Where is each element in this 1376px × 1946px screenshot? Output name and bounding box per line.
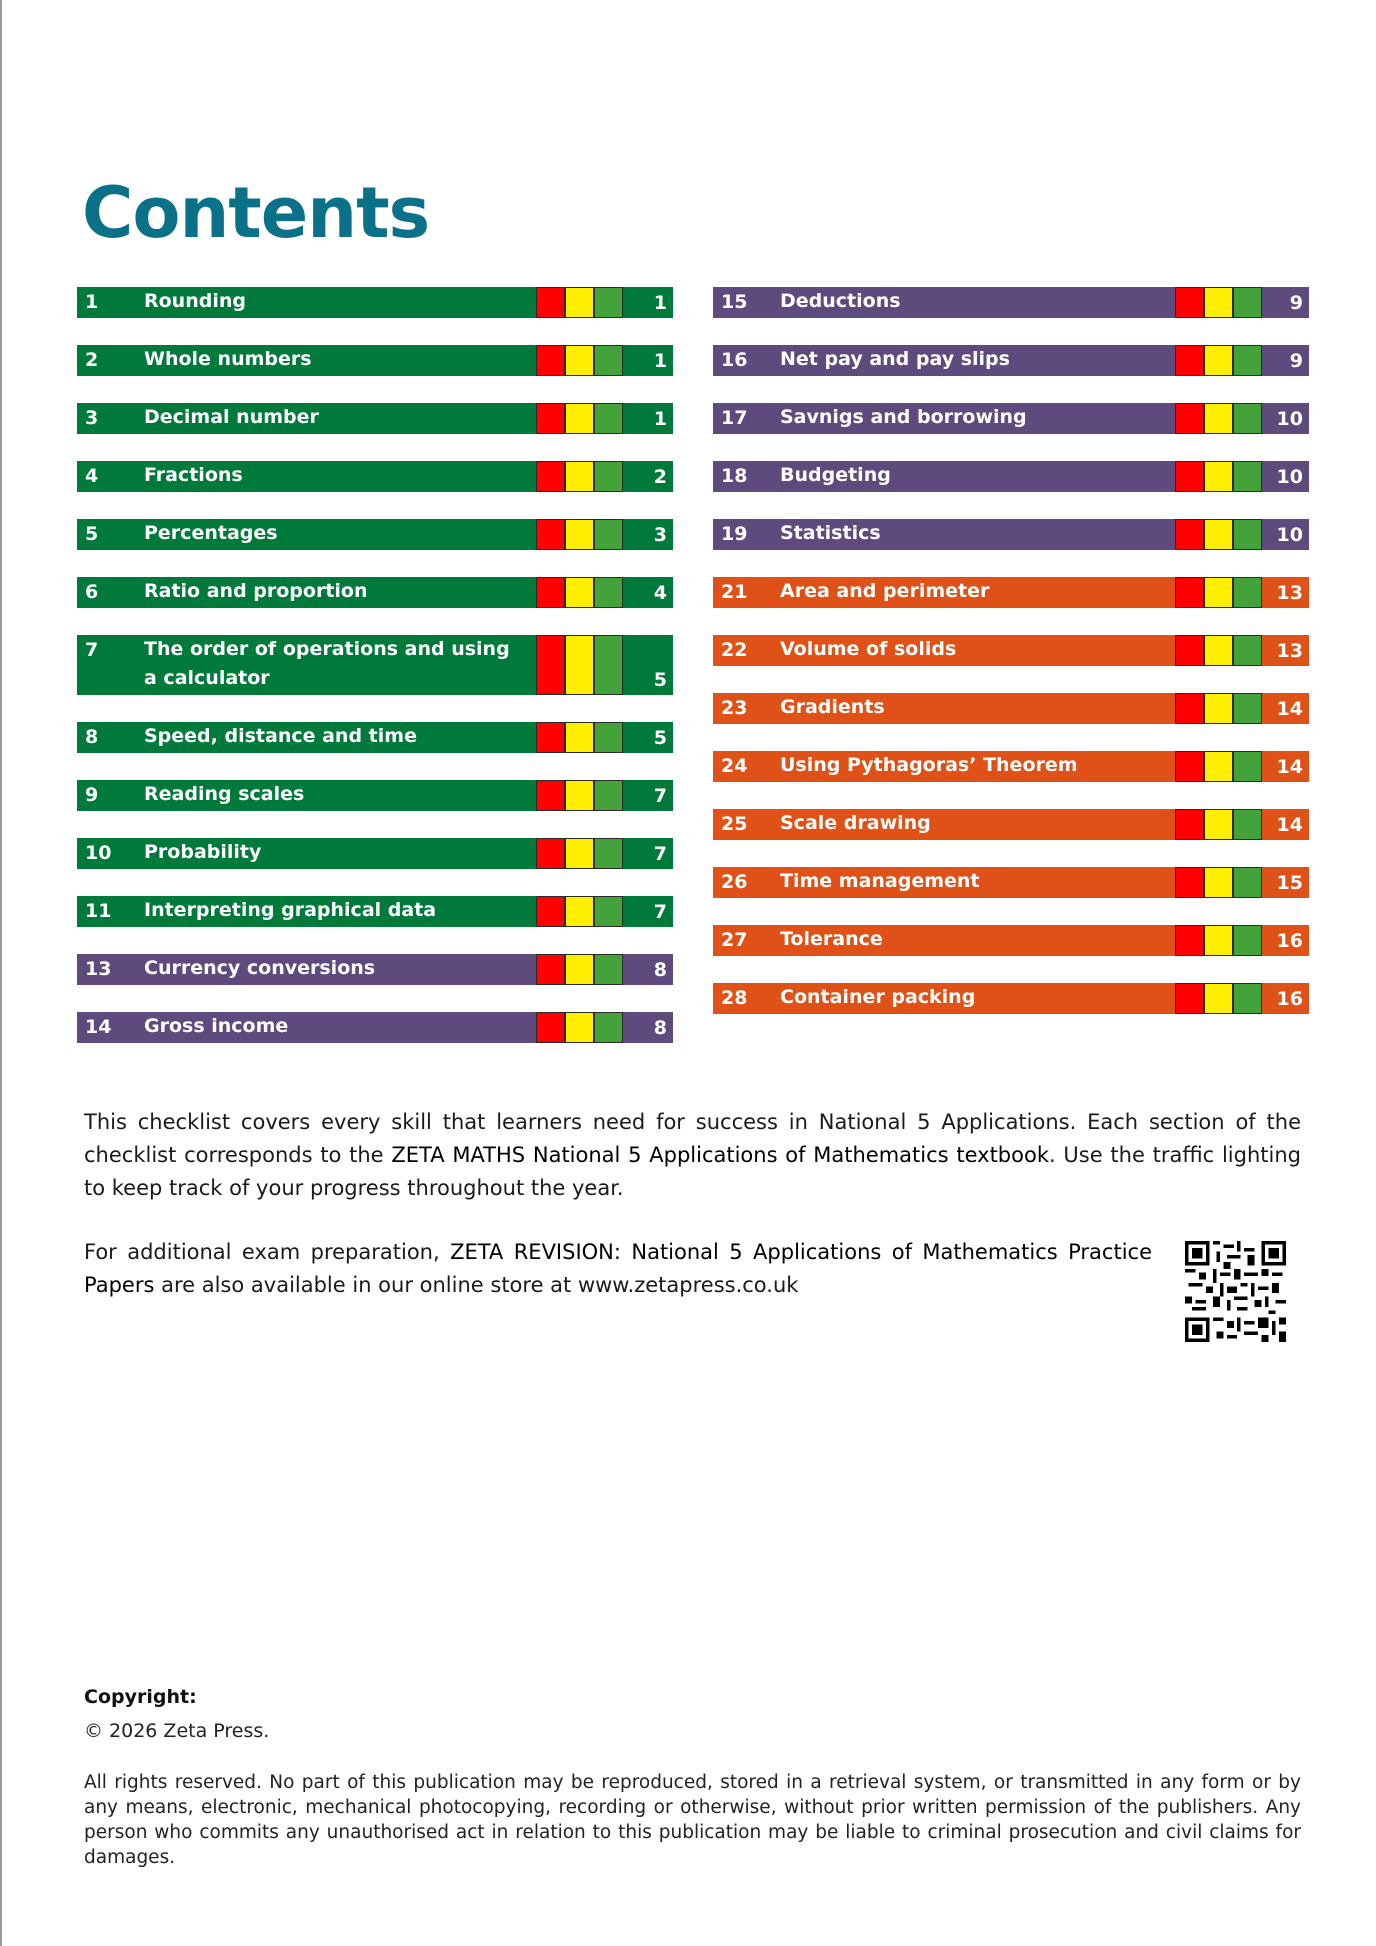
page-number: 15: [1276, 872, 1303, 894]
amber-light[interactable]: [565, 896, 594, 927]
amber-light[interactable]: [565, 1012, 594, 1043]
section-number: 4: [85, 465, 99, 487]
section-number: 24: [721, 755, 748, 777]
section-number: 14: [85, 1016, 112, 1038]
amber-light[interactable]: [1204, 577, 1233, 608]
section-title: Time management: [780, 870, 980, 892]
page-edge: [0, 0, 2, 1946]
contents-row[interactable]: [713, 345, 1309, 376]
page-number: 14: [1276, 698, 1303, 720]
contents-row[interactable]: [77, 461, 673, 492]
section-number: 8: [85, 726, 99, 748]
section-title: Decimal number: [144, 406, 319, 428]
section-number: 16: [721, 349, 748, 371]
red-light[interactable]: [1175, 983, 1204, 1014]
section-number: 22: [721, 639, 748, 661]
section-number: 9: [85, 784, 99, 806]
red-light[interactable]: [536, 519, 565, 550]
contents-row[interactable]: [713, 809, 1309, 840]
contents-row[interactable]: [713, 461, 1309, 492]
contents-row[interactable]: [713, 403, 1309, 434]
contents-row[interactable]: [77, 519, 673, 550]
section-title: Area and perimeter: [780, 580, 990, 602]
section-number: 27: [721, 929, 748, 951]
green-light[interactable]: [594, 461, 623, 492]
page-number: 7: [653, 843, 667, 865]
green-light[interactable]: [1233, 809, 1262, 840]
red-light[interactable]: [1175, 403, 1204, 434]
amber-light[interactable]: [1204, 519, 1233, 550]
section-title: Percentages: [144, 522, 278, 544]
section-title: Using Pythagoras’ Theorem: [780, 754, 1078, 776]
contents-row[interactable]: [77, 635, 673, 695]
textbook-title: ZETA MATHS National 5 Applications of Mathematics textbook: [391, 1143, 1049, 1167]
contents-row[interactable]: [713, 519, 1309, 550]
section-title: Probability: [144, 841, 262, 863]
red-light[interactable]: [536, 287, 565, 318]
contents-row[interactable]: [713, 577, 1309, 608]
section-title: Whole numbers: [144, 348, 312, 370]
green-light[interactable]: [594, 1012, 623, 1043]
section-number: 18: [721, 465, 748, 487]
page-number: 13: [1276, 640, 1303, 662]
red-light[interactable]: [536, 345, 565, 376]
section-number: 1: [85, 291, 99, 313]
red-light[interactable]: [536, 461, 565, 492]
section-title: Scale drawing: [780, 812, 931, 834]
amber-light[interactable]: [565, 635, 594, 695]
page-number: 9: [1289, 292, 1303, 314]
red-light[interactable]: [1175, 519, 1204, 550]
section-title: Statistics: [780, 522, 881, 544]
red-light[interactable]: [1175, 867, 1204, 898]
page-number: 1: [653, 350, 667, 372]
page-number: 5: [653, 669, 667, 691]
contents-row[interactable]: [713, 983, 1309, 1014]
page-number: 1: [653, 408, 667, 430]
red-light[interactable]: [1175, 345, 1204, 376]
amber-light[interactable]: [565, 838, 594, 869]
section-title: Currency conversions: [144, 957, 376, 979]
contents-row[interactable]: [77, 838, 673, 869]
green-light[interactable]: [1233, 577, 1262, 608]
contents-row[interactable]: [77, 896, 673, 927]
section-title: Budgeting: [780, 464, 891, 486]
amber-light[interactable]: [565, 345, 594, 376]
green-light[interactable]: [1233, 461, 1262, 492]
page-number: 8: [653, 959, 667, 981]
page-number: 4: [653, 582, 667, 604]
red-light[interactable]: [536, 1012, 565, 1043]
page-number: 16: [1276, 988, 1303, 1010]
green-light[interactable]: [1233, 983, 1262, 1014]
section-title: Reading scales: [144, 783, 305, 805]
green-light[interactable]: [1233, 287, 1262, 318]
green-light[interactable]: [1233, 403, 1262, 434]
page-number: 14: [1276, 814, 1303, 836]
section-title: Deductions: [780, 290, 901, 312]
amber-light[interactable]: [1204, 809, 1233, 840]
amber-light[interactable]: [1204, 345, 1233, 376]
amber-light[interactable]: [1204, 693, 1233, 724]
contents-row[interactable]: [713, 693, 1309, 724]
section-number: 11: [85, 900, 112, 922]
section-number: 25: [721, 813, 748, 835]
page-number: 13: [1276, 582, 1303, 604]
contents-row[interactable]: [77, 954, 673, 985]
page-title: Contents: [82, 172, 430, 254]
green-light[interactable]: [594, 722, 623, 753]
section-number: 17: [721, 407, 748, 429]
red-light[interactable]: [536, 954, 565, 985]
contents-row[interactable]: [77, 287, 673, 318]
section-title: Fractions: [144, 464, 243, 486]
section-title: Gross income: [144, 1015, 289, 1037]
green-light[interactable]: [1233, 751, 1262, 782]
section-number: 10: [85, 842, 112, 864]
page-number: 7: [653, 901, 667, 923]
contents-row[interactable]: [713, 287, 1309, 318]
section-title: Speed, distance and time: [144, 725, 417, 747]
section-number: 2: [85, 349, 99, 371]
green-light[interactable]: [1233, 635, 1262, 666]
section-number: 19: [721, 523, 748, 545]
page-number: 14: [1276, 756, 1303, 778]
red-light[interactable]: [536, 896, 565, 927]
page-number: 9: [1289, 350, 1303, 372]
amber-light[interactable]: [1204, 461, 1233, 492]
green-light[interactable]: [594, 345, 623, 376]
qr-code-icon[interactable]: [1185, 1241, 1286, 1342]
contents-row[interactable]: [713, 925, 1309, 956]
red-light[interactable]: [1175, 461, 1204, 492]
page-number: 10: [1276, 524, 1303, 546]
amber-light[interactable]: [565, 780, 594, 811]
amber-light[interactable]: [565, 461, 594, 492]
amber-light[interactable]: [1204, 867, 1233, 898]
page-number: 2: [653, 466, 667, 488]
section-title: The order of operations and using: [144, 638, 510, 660]
amber-light[interactable]: [1204, 925, 1233, 956]
section-title: Tolerance: [780, 928, 883, 950]
amber-light[interactable]: [1204, 983, 1233, 1014]
contents-row[interactable]: [77, 1012, 673, 1043]
section-number: 6: [85, 581, 99, 603]
section-number: 28: [721, 987, 748, 1009]
practice-papers-title: ZETA REVISION: National 5 Applications of Mathematics Practice Papers: [84, 1240, 1153, 1297]
section-title: Savnigs and borrowing: [780, 406, 1027, 428]
section-title: Net pay and pay slips: [780, 348, 1010, 370]
section-title: Rounding: [144, 290, 246, 312]
green-light[interactable]: [594, 780, 623, 811]
green-light[interactable]: [594, 896, 623, 927]
page-number: 10: [1276, 466, 1303, 488]
red-light[interactable]: [1175, 809, 1204, 840]
red-light[interactable]: [536, 577, 565, 608]
red-light[interactable]: [1175, 925, 1204, 956]
amber-light[interactable]: [1204, 635, 1233, 666]
green-light[interactable]: [594, 287, 623, 318]
green-light[interactable]: [594, 838, 623, 869]
green-light[interactable]: [1233, 693, 1262, 724]
red-light[interactable]: [536, 635, 565, 695]
section-title: Interpreting graphical data: [144, 899, 437, 921]
section-number: 15: [721, 291, 748, 313]
revision-text: are also available in our online store at www.zetapress.co.uk: [154, 1273, 799, 1297]
section-number: 7: [85, 639, 99, 661]
page-number: 5: [653, 727, 667, 749]
intro-paragraph: [84, 1106, 1301, 1205]
red-light[interactable]: [1175, 577, 1204, 608]
red-light[interactable]: [1175, 635, 1204, 666]
rights-statement: All rights reserved. No part of this publication may be reproduced, stored in a retrieval system, or transmitted in any form or by any means, electronic, mechanical photocopying, recording or otherwise, without prior written permission of the publishers. Any person who commits any unauthorised act in relation to this publication may be liable to criminal prosecution and civil claims for damages.: [84, 1772, 1301, 1868]
red-light[interactable]: [536, 780, 565, 811]
section-number: 23: [721, 697, 748, 719]
revision-text: For additional exam preparation,: [84, 1240, 451, 1264]
amber-light[interactable]: [1204, 751, 1233, 782]
section-number: 5: [85, 523, 99, 545]
intro-text: . Use the traffic lighting to keep track of your progress throughout the year.: [84, 1143, 1301, 1200]
amber-light[interactable]: [565, 722, 594, 753]
green-light[interactable]: [594, 577, 623, 608]
page-number: 10: [1276, 408, 1303, 430]
amber-light[interactable]: [565, 577, 594, 608]
revision-paragraph: [84, 1236, 1152, 1302]
red-light[interactable]: [536, 838, 565, 869]
contents-row[interactable]: [77, 780, 673, 811]
green-light[interactable]: [1233, 867, 1262, 898]
contents-row[interactable]: [77, 345, 673, 376]
section-number: 21: [721, 581, 748, 603]
red-light[interactable]: [1175, 693, 1204, 724]
green-light[interactable]: [594, 519, 623, 550]
contents-row[interactable]: [77, 577, 673, 608]
page-number: 8: [653, 1017, 667, 1039]
section-number: 13: [85, 958, 112, 980]
red-light[interactable]: [536, 722, 565, 753]
contents-row[interactable]: [713, 751, 1309, 782]
page-number: 3: [653, 524, 667, 546]
green-light[interactable]: [594, 954, 623, 985]
green-light[interactable]: [594, 635, 623, 695]
section-title-line-2: a calculator: [144, 667, 270, 689]
contents-row[interactable]: [77, 403, 673, 434]
amber-light[interactable]: [565, 954, 594, 985]
page-number: 1: [653, 292, 667, 314]
section-title: Ratio and proportion: [144, 580, 368, 602]
amber-light[interactable]: [565, 519, 594, 550]
green-light[interactable]: [594, 403, 623, 434]
amber-light[interactable]: [1204, 287, 1233, 318]
red-light[interactable]: [536, 403, 565, 434]
contents-row[interactable]: [77, 722, 673, 753]
amber-light[interactable]: [565, 403, 594, 434]
red-light[interactable]: [1175, 751, 1204, 782]
green-light[interactable]: [1233, 345, 1262, 376]
green-light[interactable]: [1233, 925, 1262, 956]
section-title: Volume of solids: [780, 638, 957, 660]
copyright-line: © 2026 Zeta Press.: [84, 1720, 270, 1742]
page-number: 7: [653, 785, 667, 807]
red-light[interactable]: [1175, 287, 1204, 318]
page-number: 16: [1276, 930, 1303, 952]
contents-row[interactable]: [713, 635, 1309, 666]
contents-row[interactable]: [713, 867, 1309, 898]
amber-light[interactable]: [565, 287, 594, 318]
intro-text: This checklist covers every skill that learners need for success in National 5 Applications. Each section of the checklist corresponds to the: [84, 1110, 1301, 1167]
section-number: 3: [85, 407, 99, 429]
copyright-heading: Copyright:: [84, 1686, 197, 1708]
section-title: Container packing: [780, 986, 976, 1008]
section-title: Gradients: [780, 696, 885, 718]
section-number: 26: [721, 871, 748, 893]
amber-light[interactable]: [1204, 403, 1233, 434]
green-light[interactable]: [1233, 519, 1262, 550]
